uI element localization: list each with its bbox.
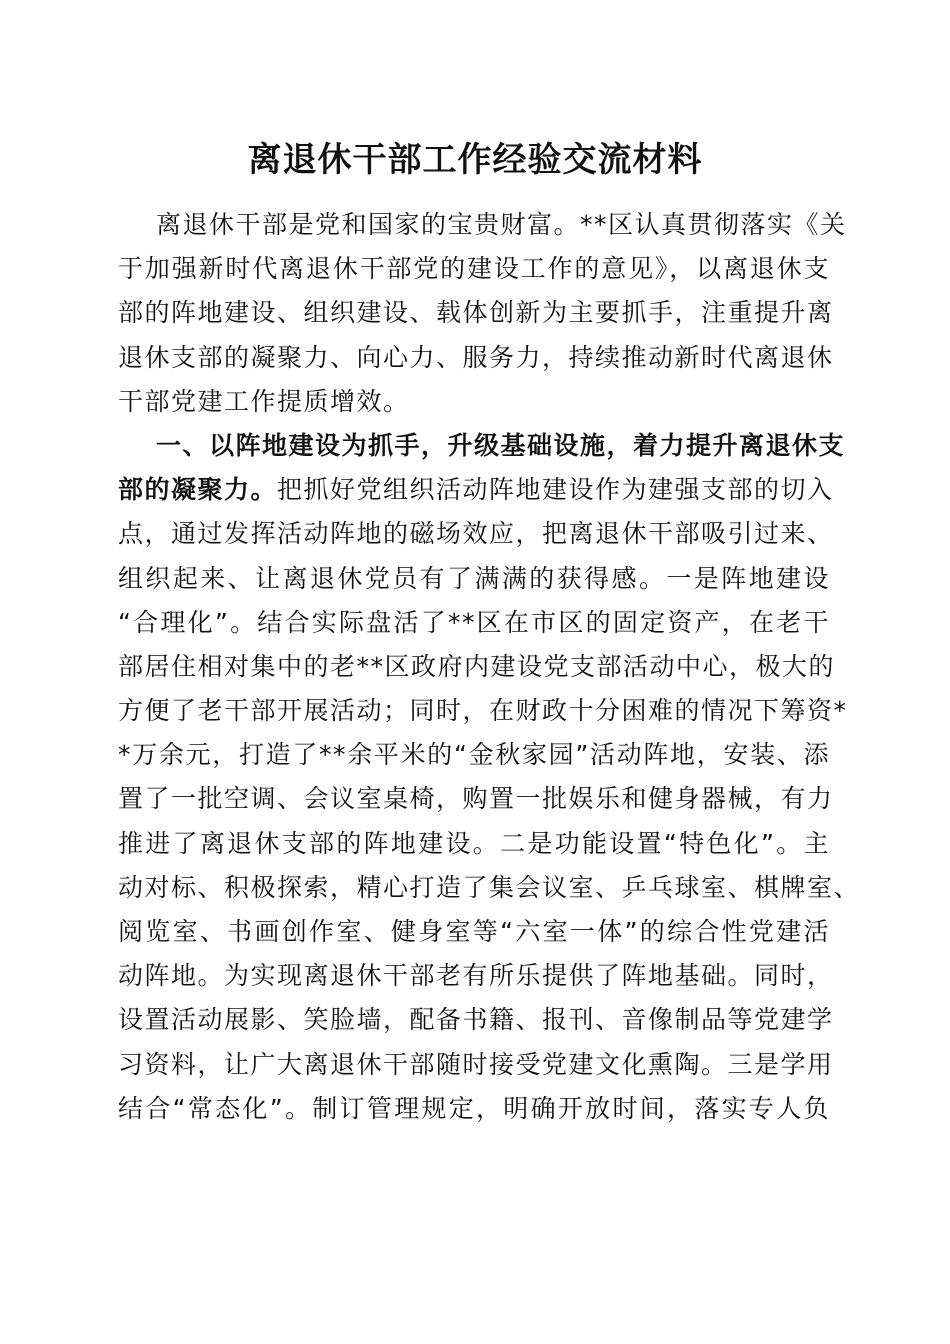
document-title: 离退休干部工作经验交流材料 — [247, 140, 703, 180]
paragraph-line: 动阵地。为实现离退休干部老有所乐提供了阵地基础。同时， — [118, 961, 834, 991]
paragraph-line: 点，通过发挥活动阵地的磁场效应，把离退休干部吸引过来、 — [118, 519, 834, 549]
paragraph-line — [118, 468, 834, 512]
paragraph-text: 把抓好党组织活动阵地建设作为建强支部的切入 — [277, 475, 834, 505]
paragraph-line: 动对标、积极探索，精心打造了集会议室、乒乓球室、棋牌室、 — [118, 872, 861, 902]
paragraph-line: 置了一批空调、会议室桌椅，购置一批娱乐和健身器械，有力 — [118, 784, 834, 814]
paragraph-line: 部居住相对集中的老**区政府内建设党支部活动中心，极大的 — [118, 651, 836, 681]
section-heading-tail: 部的凝聚力。 — [118, 475, 278, 505]
paragraph-line: 离退休干部是党和国家的宝贵财富。**区认真贯彻落实《关 — [156, 210, 847, 239]
section-heading: 一、以阵地建设为抓手，升级基础设施，着力提升离退休支 — [156, 430, 846, 460]
paragraph-line: 结合“常态化”。制订管理规定，明确开放时间，落实专人负 — [118, 1093, 830, 1123]
paragraph-line: 方便了老干部开展活动；同时，在财政十分困难的情况下筹资* — [118, 696, 848, 726]
paragraph-line: *万余元，打造了**余平米的“金秋家园”活动阵地，安装、添 — [118, 740, 830, 770]
paragraph-line: 组织起来、让离退休党员有了满满的获得感。一是阵地建设 — [118, 563, 830, 593]
paragraph-line: 退休支部的凝聚力、向心力、服务力，持续推动新时代离退休 — [118, 342, 834, 372]
paragraph-line: 设置活动展影、笑脸墙，配备书籍、报刊、音像制品等党建学 — [118, 1005, 834, 1035]
document-body — [118, 203, 861, 1131]
paragraph-line: 阅览室、书画创作室、健身室等“六室一体”的综合性党建活 — [118, 917, 830, 946]
paragraph-line: 部的阵地建设、组织建设、载体创新为主要抓手，注重提升离 — [118, 298, 834, 328]
paragraph-line: 于加强新时代离退休干部党的建设工作的意见》，以离退休支 — [118, 254, 830, 284]
paragraph-line: 干部党建工作提质增效。 — [118, 386, 410, 416]
paragraph-line: 习资料，让广大离退休干部随时接受党建文化熏陶。三是学用 — [118, 1049, 834, 1079]
paragraph-line: “合理化”。结合实际盘活了**区在市区的固定资产，在老干 — [118, 607, 830, 637]
paragraph-line: 推进了离退休支部的阵地建设。二是功能设置“特色化”。主 — [118, 828, 830, 858]
